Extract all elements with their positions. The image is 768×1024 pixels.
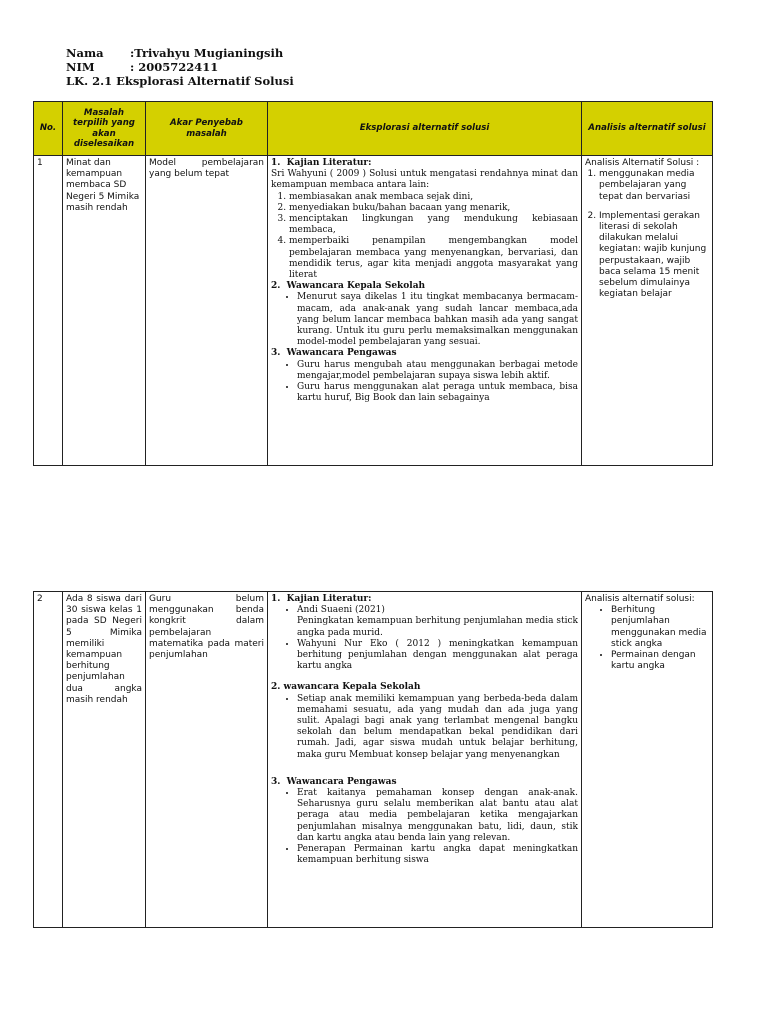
supervisor-list <box>271 360 578 405</box>
header-no: No. <box>34 102 63 156</box>
list-item: 4. memperbaiki penampilan mengembangkan model pembelajaran membaca yang menyenangkan, bervariasi, dan mendidik terus, agar kita menjadi anggota masyarakat yang literat <box>289 236 578 281</box>
solution-table-page1 <box>33 101 713 466</box>
nim-label: NIM <box>66 60 95 74</box>
interview-list <box>271 292 578 348</box>
nama-label: Nama <box>66 46 104 60</box>
list-item: • Setiap anak memiliki kemampuan yang berbeda-beda dalam memahami sesuatu, ada yang mudah dan ada juga yang sulit. Apalagi bagi anak yang terlambat mengenal bangku sekolah dan belum mendapatkan bekal pendidikan dari rumah. Jadi, agar siswa mudah untuk belajar berhitung, maka guru Membuat konsep belajar yang menyenangkan <box>297 694 578 761</box>
list-item: 2. Implementasi gerakan literasi di sekolah dilakukan melalui kegiatan: wajib kunjung perpustakaan, wajib baca selama 15 menit sebelum dimulainya kegiatan belajar <box>599 211 709 301</box>
masalah-cell: Ada 8 siswa dari 30 siswa kelas 1 pada SD Negeri 5 Mimika memiliki kemampuan berhitung penjumlahan dua angka masih rendah <box>63 592 146 928</box>
row-number: 1 <box>34 156 63 466</box>
row-number: 2 <box>34 592 63 928</box>
list-item: • Guru harus menggunakan alat peraga untuk membaca, bisa kartu huruf, Big Book dan lain sebagainya <box>297 382 578 404</box>
nim-value: : 2005722411 <box>130 60 219 74</box>
interview-list <box>271 694 578 761</box>
section-title: 1. Kajian Literatur: <box>271 594 372 604</box>
list-item: • Wahyuni Nur Eko ( 2012 ) meningkatkan kemampuan berhitung penjumlahan dengan menggunakan alat peraga kartu angka <box>297 639 578 673</box>
eksplorasi-cell <box>268 592 582 928</box>
list-item: • Andi Suaeni (2021) Peningkatan kemampuan berhitung penjumlahan media stick angka pada murid. <box>297 605 578 639</box>
list-item: • Menurut saya dikelas 1 itu tingkat membacanya bermacam-macam, ada anak-anak yang sudah lancar membaca,ada yang belum lancar membaca bahkan masih ada yang sangat kurang. Untuk itu guru perlu memaksimalkan menggunakan model-model pembelajaran yang sesuai. <box>297 292 578 348</box>
literature-detail: Peningkatan kemampuan berhitung penjumlahan media stick angka pada murid. <box>297 616 578 638</box>
analisis-cell <box>582 592 713 928</box>
table-row <box>34 156 713 466</box>
literature-intro: Sri Wahyuni ( 2009 ) Solusi untuk mengatasi rendahnya minat dan kemampuan membaca antara lain: <box>271 169 578 191</box>
analisis-cell <box>582 156 713 466</box>
supervisor-list <box>271 788 578 866</box>
list-item: • Erat kaitanya pemahaman konsep dengan anak-anak. Seharusnya guru selalu memberikan alat bantu atau alat peraga atau media pembelajaran ketika mengajarkan penjumlahan misalnya menggunakan batu, lidi, daun, stik dan kartu angka atau benda lain yang relevan. <box>297 788 578 844</box>
analisis-list <box>585 169 709 300</box>
literature-list <box>271 192 578 282</box>
analisis-list <box>585 605 709 672</box>
table-header-row <box>34 102 713 156</box>
section-title: 3. Wawancara Pengawas <box>271 776 397 787</box>
list-item: • Permainan dengan kartu angka <box>611 650 709 672</box>
akar-cell: Guru belum menggunakan benda kongkrit dalam pembelajaran matematika pada materi penjumlahan <box>146 592 268 928</box>
list-item: 3. menciptakan lingkungan yang mendukung kebiasaan membaca, <box>289 214 578 236</box>
solution-table-page2 <box>33 591 713 928</box>
document-header <box>66 46 294 88</box>
list-item: • Penerapan Permainan kartu angka dapat meningkatkan kemampuan berhitung siswa <box>297 844 578 866</box>
section-title: 2. wawancara Kepala Sekolah <box>271 682 421 693</box>
document-title: LK. 2.1 Eksplorasi Alternatif Solusi <box>66 74 294 88</box>
eksplorasi-cell <box>268 156 582 466</box>
akar-cell: Model pembelajaran yang belum tepat <box>146 156 268 466</box>
header-akar: Akar Penyebab masalah <box>146 102 268 156</box>
analisis-intro: Analisis Alternatif Solusi : <box>585 158 700 168</box>
section-title: 1. Kajian Literatur: <box>271 158 372 168</box>
list-item: 2. menyediakan buku/bahan bacaan yang menarik, <box>289 203 578 214</box>
header-masalah: Masalah terpilih yang akan diselesaikan <box>63 102 146 156</box>
masalah-cell: Minat dan kemampuan membaca SD Negeri 5 Mimika masih rendah <box>63 156 146 466</box>
nama-value: :Trivahyu Mugianingsih <box>130 46 284 60</box>
literature-list <box>271 605 578 672</box>
header-eksplorasi: Eksplorasi alternatif solusi <box>268 102 582 156</box>
table-row <box>34 592 713 928</box>
header-analisis: Analisis alternatif solusi <box>582 102 713 156</box>
list-item: 1. membiasakan anak membaca sejak dini, <box>289 192 578 203</box>
list-item: • Berhitung penjumlahan menggunakan media stick angka <box>611 605 709 650</box>
section-title: 2. Wawancara Kepala Sekolah <box>271 281 426 292</box>
section-title: 3. Wawancara Pengawas <box>271 348 397 359</box>
list-item: • Guru harus mengubah atau menggunakan berbagai metode mengajar,model pembelajaran supaya siswa lebih aktif. <box>297 360 578 382</box>
list-item: 1. menggunakan media pembelajaran yang tepat dan bervariasi <box>599 169 709 203</box>
analisis-intro: Analisis alternatif solusi: <box>585 594 695 604</box>
